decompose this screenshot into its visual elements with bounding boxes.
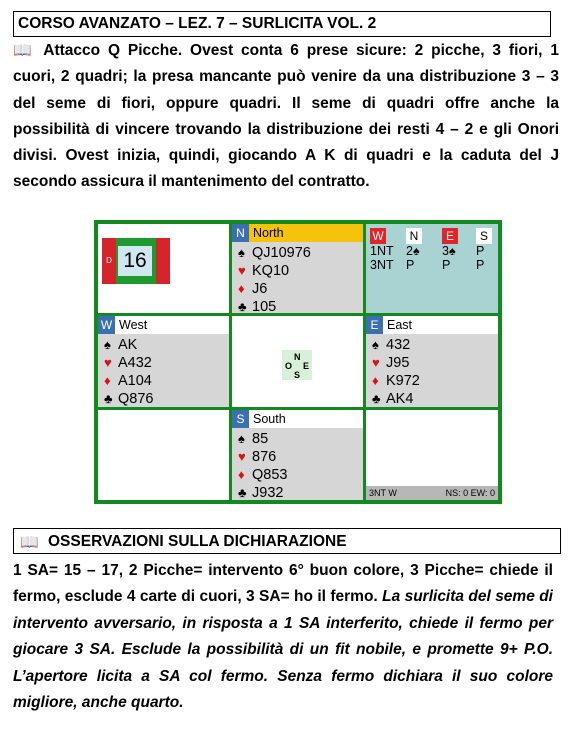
board-number-cell: [98, 224, 229, 313]
north-header: [232, 224, 363, 242]
east-hand: [366, 316, 498, 407]
west-cards: [104, 336, 153, 408]
dealer-marker: D: [102, 238, 116, 284]
north-cards: [238, 244, 311, 316]
table-center: [232, 316, 363, 407]
compass-icon: [282, 350, 312, 380]
bid-header-north: N: [406, 228, 422, 244]
spade-icon: ♠: [104, 337, 111, 352]
north-hand: [232, 224, 363, 313]
contract-status: 3NT W: [369, 488, 397, 498]
board-number: 16: [118, 246, 152, 276]
compass-south: S: [294, 370, 301, 380]
compass-north: N: [294, 352, 301, 362]
observations-title-box: [13, 528, 561, 554]
compass-east: E: [303, 361, 310, 371]
lesson-title-box: [13, 11, 551, 37]
south-spades: 85: [252, 431, 269, 447]
east-name: East: [387, 318, 413, 332]
bid: 3NT: [370, 258, 394, 272]
diamond-icon: ♦: [104, 373, 111, 388]
west-name: West: [119, 318, 148, 332]
heart-icon: ♥: [104, 355, 112, 370]
open-book-icon: 📖: [13, 42, 36, 59]
club-icon: ♣: [238, 299, 247, 314]
east-hearts: J95: [386, 355, 410, 371]
observations-plain: 1 SA= 15 – 17, 2 Picche= intervento 6° buon colore, 3 Picche= chiede il fermo, esclude 4 carte di cuori, 3 SA= ho il fermo.: [13, 562, 553, 606]
bid: P: [476, 244, 485, 258]
observations-italic: La surlicita del seme di intervento avversario, in risposta a 1 SA interferito, chiede il fermo per giocare 3 SA. Esclude la possibilità di un fit nobile, e promette 9+ P.O. L’apertore licita a SA col fermo. Senza fermo dichiara il suo colore migliore, anche quarto.: [13, 588, 553, 712]
lesson-title: CORSO AVANZATO – LEZ. 7 – SURLICITA VOL. 2: [18, 15, 377, 32]
bid: P: [476, 258, 485, 272]
vulnerability-marker: [156, 238, 170, 284]
west-diamonds: A104: [118, 373, 152, 389]
south-name: South: [253, 412, 286, 426]
observations-text: [13, 558, 553, 716]
heart-icon: ♥: [238, 263, 246, 278]
south-hand: [232, 410, 363, 500]
spade-icon: ♠: [372, 337, 379, 352]
open-book-icon: 📖: [20, 534, 39, 551]
club-icon: ♣: [238, 485, 247, 500]
bid: 1NT: [370, 244, 394, 258]
east-diamonds: K972: [386, 373, 420, 389]
west-clubs: Q876: [118, 391, 154, 407]
north-hearts: KQ10: [252, 263, 290, 279]
club-icon: ♣: [372, 391, 381, 406]
west-dir-badge: W: [98, 316, 115, 334]
bid-header-east: E: [442, 228, 458, 244]
bid: P: [406, 258, 415, 272]
compass-west: O: [285, 361, 293, 371]
north-spades: QJ10976: [252, 245, 311, 261]
heart-icon: ♥: [238, 449, 246, 464]
diamond-icon: ♦: [238, 281, 245, 296]
north-diamonds: J6: [252, 281, 268, 297]
diamond-icon: ♦: [372, 373, 379, 388]
south-diamonds: Q853: [252, 467, 288, 483]
bridge-board: [94, 220, 502, 504]
bid: P: [442, 258, 451, 272]
bid: 3♠: [442, 244, 456, 258]
bid: 2♠: [406, 244, 420, 258]
result-cell: [366, 410, 498, 500]
east-clubs: AK4: [386, 391, 414, 407]
empty-cell: [98, 410, 229, 500]
board-number-badge: [102, 238, 170, 284]
east-header: [366, 316, 498, 334]
bidding-box: [366, 224, 498, 313]
spade-icon: ♠: [238, 245, 245, 260]
intro-paragraph: [13, 38, 559, 196]
south-header: [232, 410, 363, 428]
bid-header-south: S: [476, 228, 492, 244]
west-hearts: A432: [118, 355, 152, 371]
intro-text: Attacco Q Picche. Ovest conta 6 prese sicure: 2 picche, 3 fiori, 1 cuori, 2 quadri; la presa mancante può venire da una distribuzione 3 – 3 del seme di fiori, oppure quadri. Il seme di quadri offre anche la possibilità di vincere trovando la distribuzione dei resti 4 – 2 e gli Onori divisi. Ovest inizia, quindi, giocando A K di quadri e la caduta del J secondo assicura il mantenimento del contratto.: [13, 42, 559, 191]
west-hand: [98, 316, 229, 407]
north-dir-badge: N: [232, 224, 249, 242]
north-name: North: [253, 226, 284, 240]
bidding-header: [370, 228, 492, 244]
observations-title: OSSERVAZIONI SULLA DICHIARAZIONE: [48, 533, 347, 550]
club-icon: ♣: [104, 391, 113, 406]
south-cards: [238, 430, 287, 502]
status-bar: [366, 486, 498, 500]
bid-header-west: W: [370, 228, 386, 244]
score-status: NS: 0 EW: 0: [445, 488, 495, 498]
east-dir-badge: E: [366, 316, 383, 334]
south-dir-badge: S: [232, 410, 249, 428]
diamond-icon: ♦: [238, 467, 245, 482]
north-clubs: 105: [252, 299, 277, 315]
east-spades: 432: [386, 337, 411, 353]
south-hearts: 876: [252, 449, 277, 465]
west-spades: AK: [118, 337, 138, 353]
south-clubs: J932: [252, 485, 284, 501]
west-header: [98, 316, 229, 334]
heart-icon: ♥: [372, 355, 380, 370]
spade-icon: ♠: [238, 431, 245, 446]
east-cards: [372, 336, 420, 408]
